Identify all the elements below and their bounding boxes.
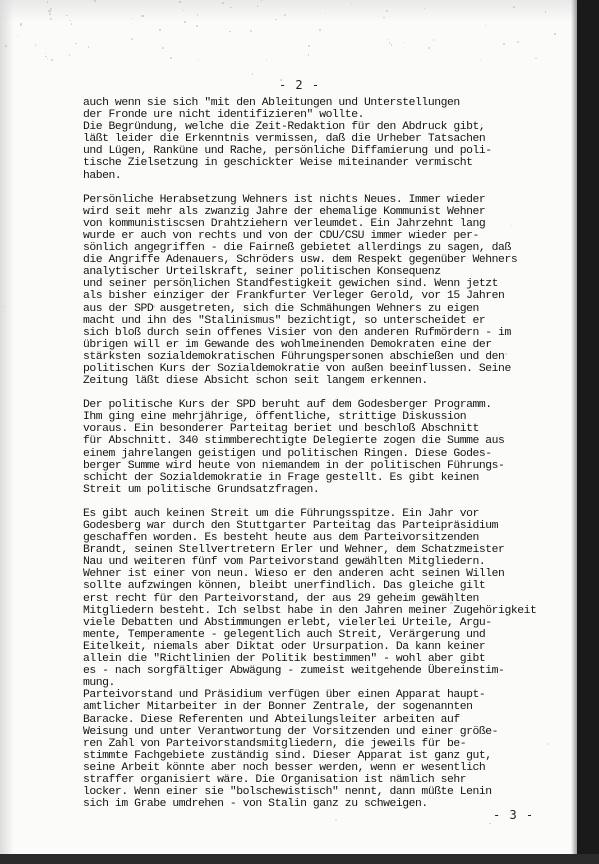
- text-line: haben.: [83, 169, 122, 182]
- scan-speckle: [162, 47, 164, 49]
- text-line: wurde er auch von rechts und von der CDU/CSU immer wieder per-: [83, 229, 479, 242]
- scan-speckle: [386, 10, 388, 12]
- text-line: macht und ihn des "Stalinismus" bezichtigt, so unterscheidet er: [83, 314, 486, 327]
- scan-speckle: [48, 10, 50, 12]
- scan-speckle: [535, 58, 536, 59]
- text-line: Ihm ging eine mehrjährige, öffentliche, strittige Diskussion: [83, 411, 467, 424]
- scan-speckle: [229, 31, 231, 33]
- scan-speckle: [450, 602, 452, 604]
- text-line: Streit um politische Grundsatzfragen.: [83, 483, 320, 496]
- text-line: tische Zielsetzung in geschickter Weise miteinander vermischt: [83, 157, 473, 170]
- scan-speckle: [266, 59, 267, 60]
- text-line: voraus. Ein besonderer Parteitag beriet und beschloß Abschnitt: [83, 423, 479, 436]
- text-line: Godesberg war durch den Stuttgarter Parteitag das Parteipräsidium: [83, 520, 499, 532]
- scan-speckle: [250, 30, 252, 32]
- text-line: Eitelkeit, niemals aber Diktat oder Ursurpation. Da kann keiner: [83, 640, 486, 653]
- scan-speckle: [319, 29, 321, 31]
- scan-speckle: [75, 43, 76, 44]
- scan-speckle: [45, 53, 47, 55]
- text-line: politischen Kurs der Sozialdemokratie von außen beeinflussen. Seine: [83, 362, 511, 375]
- text-line: geschaffen worden. Es besteht heute aus dem Parteivorsitzenden: [83, 532, 479, 545]
- scan-speckle: [388, 39, 389, 40]
- text-line: Es gibt auch keinen Streit um die Führungsspitze. Ein Jahr vor: [83, 507, 479, 520]
- text-line: Zeitung läßt diese Absicht schon seit langem erkennen.: [83, 375, 428, 388]
- scan-speckle: [5, 45, 7, 47]
- scan-edge-top: [0, 0, 599, 22]
- scan-speckle: [480, 60, 481, 61]
- scan-speckle: [45, 56, 47, 58]
- text-line: Der politische Kurs der SPD beruht auf dem Godesberger Programm.: [83, 399, 492, 412]
- scan-speckle: [335, 820, 336, 821]
- text-line: übrigen will er im Gewande des wohlmeinenden Demokraten eine der: [83, 338, 492, 351]
- scan-speckle: [275, 19, 277, 21]
- scan-speckle: [362, 705, 364, 707]
- text-line: stimmte Fachgebiete zuständig sind. Dieser Apparat ist ganz gut,: [83, 749, 492, 762]
- text-line: sönlich angegriffen - die Fairneß gebietet allerdings zu sagen, daß: [83, 242, 511, 255]
- scan-speckle: [47, 1, 48, 2]
- text-line: Die Begründung, welche die Zeit-Redaktion für den Abdruck gibt,: [83, 121, 486, 134]
- text-line: allein die "Richtlinien der Politik bestimmen" - wohl aber gibt: [83, 653, 486, 666]
- scan-speckle: [505, 353, 507, 355]
- scan-speckle: [141, 15, 143, 17]
- text-line: berger Summe wird heute von niemandem in der politischen Führungs-: [83, 459, 505, 472]
- text-line: der Fronde ure nicht identifizieren" wollte.: [83, 109, 364, 122]
- scan-speckle: [70, 20, 71, 21]
- paragraph: [83, 508, 543, 810]
- scan-edge-left: [0, 0, 14, 864]
- text-line: locker. Wenn einer sie "bolschewistisch" nennt, dann müßte Lenin: [83, 786, 492, 799]
- text-line: Weisung und unter Verantwortung der Vorsitzenden und einer größe-: [83, 725, 499, 738]
- text-line: analytischer Urteilskraft, seiner politischen Konsequenz: [83, 266, 441, 279]
- scan-speckle: [257, 5, 258, 6]
- text-line: die Angriffe Adenauers, Schröders usw. dem Respekt gegenüber Wehners: [83, 254, 518, 267]
- scan-speckle: [428, 47, 430, 49]
- text-line: einem jahrelangen geistigen und politischen Ringen. Diese Godes-: [83, 447, 492, 460]
- text-line: mente, Temperamente - gelegentlich auch Streit, Verärgerung und: [83, 628, 486, 641]
- text-line: Nau und weiteren fünf vom Parteivorstand gewählten Mitgliedern.: [83, 556, 486, 569]
- scan-speckle: [190, 285, 192, 287]
- paragraph-gap: [83, 182, 543, 194]
- scan-speckle: [489, 823, 490, 824]
- text-line: und Lügen, Ranküne und Rache, persönliche Diffamierung und poli-: [83, 145, 492, 158]
- text-line: straffer organisiert wäre. Die Organisation ist nämlich sehr: [83, 773, 467, 786]
- text-line: wird seit mehr als zwanzig Jahre der ehemalige Kommunist Wehner: [83, 205, 486, 218]
- text-line: viele Debatten und Abstimmungen erlebt, vielerlei Urteile, Argu-: [83, 616, 492, 629]
- scan-speckle: [170, 57, 172, 59]
- page-number-top: - 2 -: [278, 78, 321, 92]
- text-line: aus der SPD ausgetreten, sich die Schmähungen Wehners zu eigen: [83, 302, 479, 315]
- scan-speckle: [198, 59, 199, 60]
- scan-speckle: [545, 11, 546, 12]
- scan-speckle: [71, 23, 73, 25]
- text-line: und seiner persönlichen Standfestigkeit gewichen sind. Wenn jetzt: [83, 278, 499, 291]
- scan-speckle: [554, 33, 556, 35]
- text-line: Wehner ist einer von neun. Wieso er den anderen acht seinen Willen: [83, 568, 505, 581]
- scan-speckle: [548, 743, 550, 745]
- scan-speckle: [51, 59, 53, 61]
- scan-speckle: [511, 225, 512, 226]
- scan-speckle: [391, 44, 392, 45]
- scan-speckle: [513, 6, 515, 8]
- scan-edge-right: [577, 0, 599, 864]
- scan-speckle: [17, 36, 18, 37]
- scan-speckle: [252, 73, 254, 75]
- document-body: [83, 97, 543, 810]
- scan-speckle: [503, 43, 505, 45]
- text-line: ren Zahl von Parteivorstandsmitgliedern, die jeweils für be-: [83, 737, 467, 750]
- scan-speckle: [179, 1, 180, 2]
- scan-speckle: [308, 54, 310, 56]
- text-line: stärksten sozialdemokratischen Führungspersonen abschießen und den: [83, 350, 505, 363]
- scan-speckle: [222, 2, 224, 4]
- text-line: schicht der Sozialdemokratie in Frage gestellt. Es gibt keinen: [83, 471, 479, 484]
- paragraph: [83, 399, 543, 496]
- text-line: seine Arbeit könnte aber noch besser werden, wenn er wesentlich: [83, 761, 486, 774]
- text-line: Brandt, seinen Stellvertretern Erler und Wehner, dem Schatzmeister: [83, 544, 505, 557]
- paragraph-gap: [83, 496, 543, 508]
- scan-speckle: [35, 44, 36, 45]
- text-line: für Abschnitt. 340 stimmberechtigte Delegierte zogen die Summe aus: [83, 435, 505, 448]
- text-line: Mitgliedern besteht. Ich selbst habe in den Jahren meiner Zugehörigkeit: [83, 604, 537, 617]
- text-line: amtlicher Mitarbeiter in der Bonner Zentrale, der sogenannten: [83, 701, 473, 714]
- scan-speckle: [159, 29, 161, 31]
- scan-speckle: [47, 58, 48, 59]
- scan-speckle: [69, 54, 71, 56]
- text-line: als bisher einziger der Frankfurter Verleger Gerold, vor 15 Jahren: [83, 290, 505, 303]
- scan-speckle: [196, 25, 198, 27]
- text-line: mung.: [83, 677, 115, 690]
- scan-speckle: [433, 39, 435, 41]
- scan-speckle: [517, 41, 519, 43]
- text-line: läßt leider die Erkenntnis vermissen, daß die Urheber Tatsachen: [83, 133, 486, 146]
- scan-speckle: [342, 336, 343, 337]
- paragraph-gap: [83, 387, 543, 399]
- text-line: Baracke. Diese Referenten und Abteilungsleiter arbeiten auf: [83, 713, 460, 726]
- scan-speckle: [403, 42, 404, 43]
- scan-speckle: [153, 305, 155, 307]
- scan-speckle: [131, 706, 133, 708]
- scan-speckle: [485, 25, 486, 26]
- text-line: sich im Grabe umdrehen - von Stalin ganz zu schweigen.: [83, 798, 428, 811]
- scan-speckle: [257, 373, 259, 375]
- paragraph: [83, 97, 543, 182]
- text-line: sollte aufzwingen können, bleibt unerfindlich. Das gleiche gilt: [83, 580, 486, 593]
- scan-speckle: [308, 45, 310, 47]
- scan-speckle: [20, 23, 22, 25]
- scan-speckle: [280, 79, 282, 81]
- scan-speckle: [88, 46, 90, 48]
- scan-edge-bottom: [0, 854, 599, 864]
- scan-speckle: [268, 201, 269, 202]
- text-line: erst recht für den Parteivorstand, der aus 29 geheim gewählten: [83, 592, 479, 605]
- text-line: Parteivorstand und Präsidium verfügen über einen Apparat haupt-: [83, 689, 486, 702]
- page-number-bottom: - 3 -: [493, 808, 535, 822]
- text-line: sich bloß durch sein offenes Visier von den anderen Rufmördern - im: [83, 326, 511, 339]
- text-line: von kommunistiscsen Drahtziehern verleumdet. Ein Jahrzehnt lang: [83, 217, 486, 230]
- scan-speckle: [131, 38, 133, 40]
- paragraph: [83, 194, 543, 388]
- text-line: Persönliche Herabsetzung Wehners ist nichts Neues. Immer wieder: [83, 193, 486, 206]
- text-line: auch wenn sie sich "mit den Ableitungen und Unterstellungen: [83, 97, 460, 109]
- text-line: es - nach sorgfältiger Abwägung - zumeist weitgehende Übereinstim-: [83, 665, 505, 678]
- scan-speckle: [351, 4, 352, 5]
